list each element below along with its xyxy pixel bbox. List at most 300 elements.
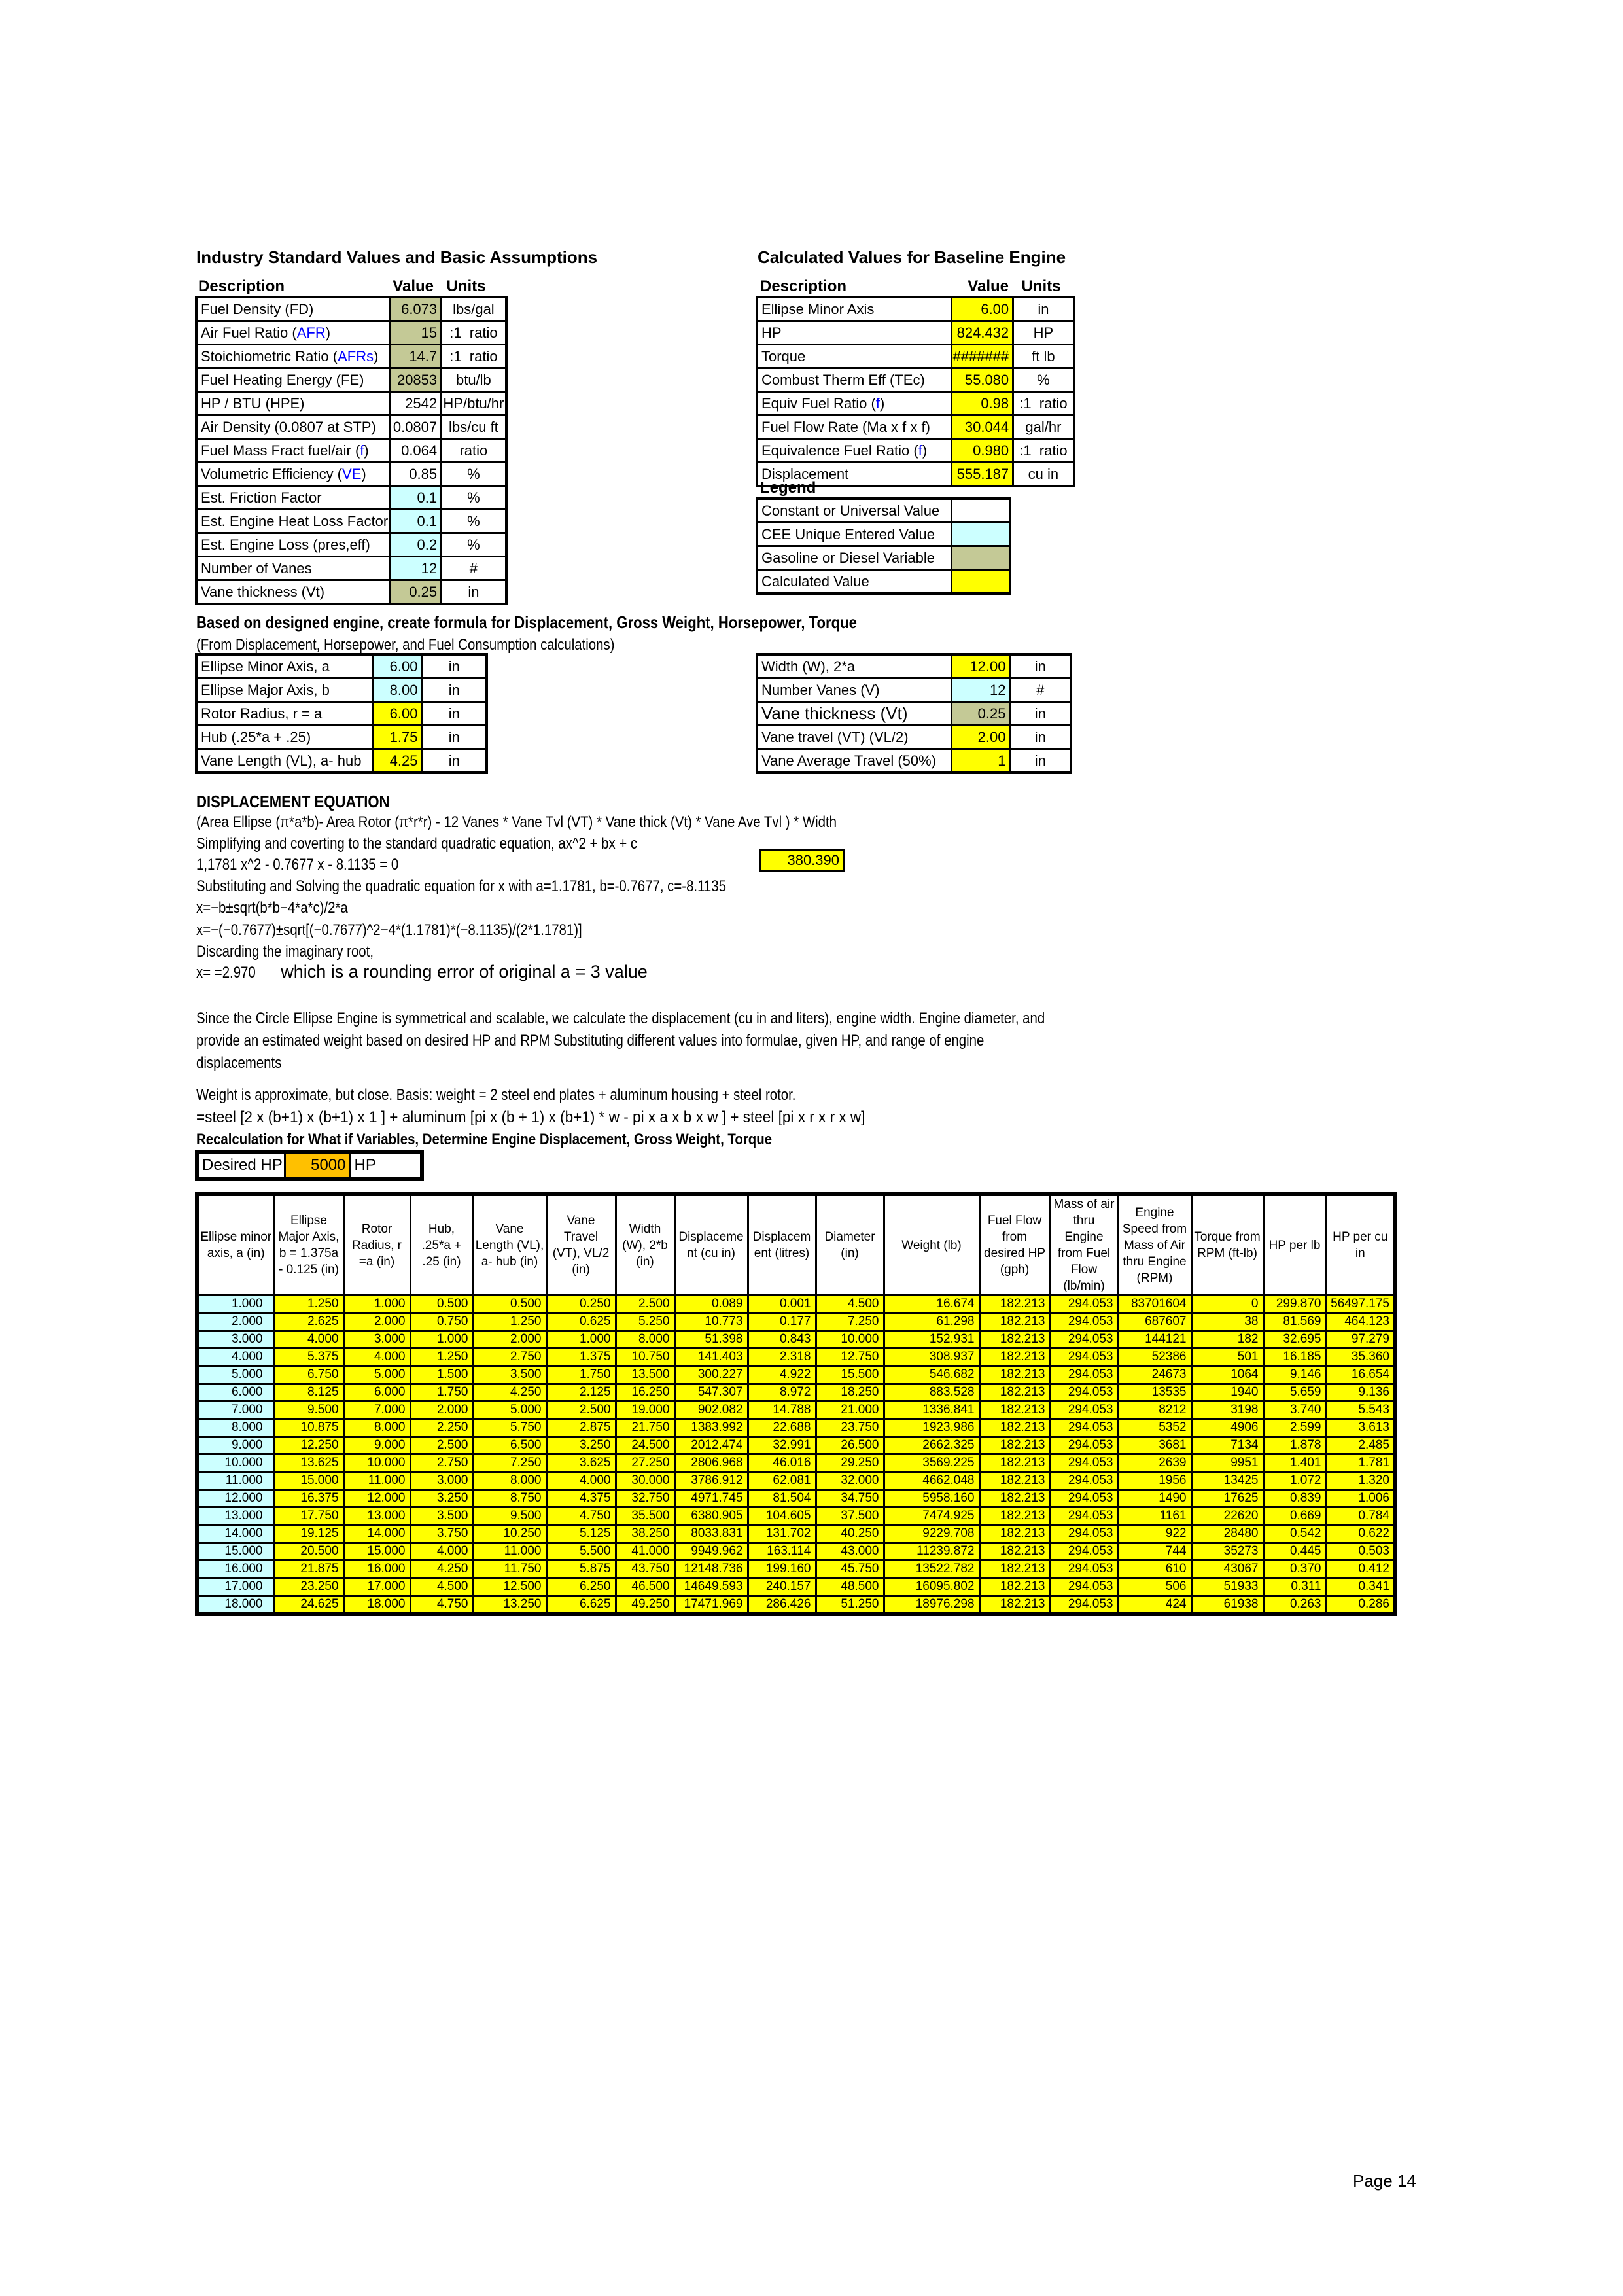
- result-cell: 17.000: [343, 1578, 410, 1596]
- row-value: #######: [951, 345, 1013, 368]
- result-cell: 182.213: [979, 1490, 1050, 1508]
- result-cell: 7.000: [343, 1402, 410, 1419]
- result-cell: 294.053: [1050, 1578, 1118, 1596]
- row-value: 30.044: [951, 415, 1013, 439]
- column-header: Fuel Flow from desired HP (gph): [979, 1194, 1050, 1296]
- result-cell: 32.695: [1263, 1331, 1326, 1349]
- result-cell: 83701604: [1118, 1296, 1191, 1313]
- row-label: [757, 392, 951, 415]
- result-cell: 0.784: [1326, 1508, 1395, 1525]
- equation-line: (Area Ellipse (π*a*b)- Area Rotor (π*r*r) - 12 Vanes * Vane Tvl (VT) * Vane thick (Vt) * Vane Ave Tvl ) * Width: [196, 813, 837, 831]
- result-cell: 294.053: [1050, 1366, 1118, 1384]
- table-row: [197, 1561, 1395, 1578]
- label-text: Displacement: [761, 465, 849, 482]
- result-cell: 0.286: [1326, 1596, 1395, 1615]
- result-cell: 5.000: [343, 1366, 410, 1384]
- results-header-row: [197, 1194, 1395, 1296]
- result-cell: 546.682: [884, 1366, 979, 1384]
- column-header: Displacement (cu in): [674, 1194, 748, 1296]
- label-text: Torque: [761, 347, 806, 364]
- result-cell: 300.227: [674, 1366, 748, 1384]
- row-label: [196, 654, 372, 679]
- result-cell: 12.000: [343, 1490, 410, 1508]
- design-right-table: [756, 653, 1072, 774]
- result-cell: 10.000: [816, 1331, 884, 1349]
- legend-title: Legend: [760, 479, 816, 497]
- result-cell: 2.500: [410, 1437, 473, 1455]
- result-cell: 7.000: [197, 1402, 274, 1419]
- row-value: 8.00: [372, 679, 422, 702]
- label-text: Est. Friction Factor: [201, 489, 322, 506]
- column-header: Displacement (litres): [748, 1194, 816, 1296]
- label-text: Equiv Fuel Ratio (: [761, 395, 876, 412]
- result-cell: 5.125: [546, 1525, 616, 1543]
- result-cell: 26.500: [816, 1437, 884, 1455]
- result-cell: 7.250: [473, 1455, 546, 1472]
- table-row: [196, 749, 487, 773]
- result-cell: 3.500: [410, 1508, 473, 1525]
- result-cell: 17625: [1191, 1490, 1263, 1508]
- label-text: Number of Vanes: [201, 559, 312, 576]
- result-cell: 17.750: [274, 1508, 343, 1525]
- result-cell: 1336.841: [884, 1402, 979, 1419]
- row-label: [196, 321, 390, 345]
- row-label: [757, 654, 951, 679]
- result-cell: 2.318: [748, 1349, 816, 1366]
- legend-swatch: [951, 523, 1010, 546]
- table-row: [197, 1596, 1395, 1615]
- label-text: Combust Therm Eff (TEc): [761, 371, 925, 388]
- label-text: Equivalence Fuel Ratio (: [761, 442, 918, 459]
- result-cell: 294.053: [1050, 1508, 1118, 1525]
- result-cell: 9.000: [343, 1437, 410, 1455]
- equation-heading: DISPLACEMENT EQUATION: [196, 792, 390, 811]
- result-cell: 0.001: [748, 1296, 816, 1313]
- result-cell: 16.000: [343, 1561, 410, 1578]
- result-cell: 1.878: [1263, 1437, 1326, 1455]
- result-cell: 2.875: [546, 1419, 616, 1437]
- result-cell: 883.528: [884, 1384, 979, 1402]
- result-cell: 97.279: [1326, 1331, 1395, 1349]
- row-label: [196, 726, 372, 749]
- result-cell: 81.569: [1263, 1313, 1326, 1331]
- table-row: [757, 654, 1071, 679]
- result-cell: 2.000: [343, 1313, 410, 1331]
- row-label: [757, 439, 951, 463]
- row-units: in: [422, 726, 487, 749]
- result-cell: 0.500: [473, 1296, 546, 1313]
- result-cell: 15.500: [816, 1366, 884, 1384]
- row-value: 0.98: [951, 392, 1013, 415]
- column-header: Diameter (in): [816, 1194, 884, 1296]
- result-cell: 144121: [1118, 1331, 1191, 1349]
- row-label: [196, 533, 390, 557]
- result-cell: 10.000: [343, 1455, 410, 1472]
- paragraph-line: displacements: [196, 1054, 282, 1072]
- column-header: Hub, .25*a + .25 (in): [410, 1194, 473, 1296]
- result-cell: 7474.925: [884, 1508, 979, 1525]
- result-cell: 0.311: [1263, 1578, 1326, 1596]
- result-cell: 3569.225: [884, 1455, 979, 1472]
- result-cell: 29.250: [816, 1455, 884, 1472]
- result-cell: 6380.905: [674, 1508, 748, 1525]
- result-cell: 182.213: [979, 1596, 1050, 1615]
- label-suffix: ): [879, 395, 885, 412]
- result-cell: 182.213: [979, 1296, 1050, 1313]
- table-row: [197, 1472, 1395, 1490]
- result-cell: 2.485: [1326, 1437, 1395, 1455]
- result-cell: 11.000: [343, 1472, 410, 1490]
- column-header: Rotor Radius, r =a (in): [343, 1194, 410, 1296]
- label-link: VE: [342, 465, 362, 482]
- label-text: HP / BTU (HPE): [201, 395, 305, 412]
- result-cell: 3198: [1191, 1402, 1263, 1419]
- result-cell: 40.250: [816, 1525, 884, 1543]
- label-suffix: ): [922, 442, 928, 459]
- result-cell: 0.500: [410, 1296, 473, 1313]
- result-cell: 0.089: [674, 1296, 748, 1313]
- result-cell: 24673: [1118, 1366, 1191, 1384]
- result-cell: 14.788: [748, 1402, 816, 1419]
- result-cell: 744: [1118, 1543, 1191, 1561]
- result-cell: 199.160: [748, 1561, 816, 1578]
- table-row: [197, 1437, 1395, 1455]
- row-label: [196, 297, 390, 321]
- result-cell: 0.177: [748, 1313, 816, 1331]
- table-row: [196, 486, 506, 510]
- result-cell: 182.213: [979, 1508, 1050, 1525]
- design-section-subheading: (From Displacement, Horsepower, and Fuel Consumption calculations): [196, 636, 615, 654]
- result-cell: 3.500: [473, 1366, 546, 1384]
- result-cell: 23.250: [274, 1578, 343, 1596]
- label-suffix: ): [364, 442, 369, 459]
- steel-formula: =steel [2 x (b+1) x (b+1) x 1 ] + aluminum [pi x (b + 1) x (b+1) * w - pi x a x b x w ] + steel [pi x r x r x w]: [196, 1108, 865, 1126]
- result-cell: 10.750: [616, 1349, 674, 1366]
- result-cell: 11.750: [473, 1561, 546, 1578]
- root-note: which is a rounding error of original a = 3 value: [281, 962, 648, 981]
- design-left-table: [195, 653, 488, 774]
- result-cell: 9.136: [1326, 1384, 1395, 1402]
- legend-swatch: [951, 499, 1010, 523]
- table-row: [197, 1366, 1395, 1384]
- result-cell: 152.931: [884, 1331, 979, 1349]
- row-value: 555.187: [951, 463, 1013, 487]
- label-text: Ellipse Major Axis, b: [201, 681, 330, 698]
- result-cell: 16.250: [616, 1384, 674, 1402]
- result-cell: 16.000: [197, 1561, 274, 1578]
- row-value: 2542: [390, 392, 442, 415]
- column-header: Width (W), 2*b (in): [616, 1194, 674, 1296]
- result-cell: 8.000: [197, 1419, 274, 1437]
- design-section-heading: Based on designed engine, create formula for Displacement, Gross Weight, Horsepower, Torque: [196, 612, 857, 632]
- result-cell: 424: [1118, 1596, 1191, 1615]
- row-units: #: [1010, 679, 1071, 702]
- table-row: [197, 1543, 1395, 1561]
- result-cell: 19.000: [616, 1402, 674, 1419]
- result-cell: 1.320: [1326, 1472, 1395, 1490]
- result-cell: 5.543: [1326, 1402, 1395, 1419]
- result-cell: 1.500: [410, 1366, 473, 1384]
- table-row: [197, 1508, 1395, 1525]
- result-cell: 2012.474: [674, 1437, 748, 1455]
- result-cell: 1940: [1191, 1384, 1263, 1402]
- result-cell: 32.000: [816, 1472, 884, 1490]
- result-cell: 4971.745: [674, 1490, 748, 1508]
- row-units: in: [1010, 749, 1071, 773]
- row-label: [757, 523, 951, 546]
- result-cell: 4.750: [546, 1508, 616, 1525]
- row-value: 14.7: [390, 345, 442, 368]
- result-cell: 5.750: [473, 1419, 546, 1437]
- industry-header-units: Units: [446, 277, 486, 295]
- result-cell: 3786.912: [674, 1472, 748, 1490]
- label-text: Air Density (0.0807 at STP): [201, 418, 376, 435]
- row-label: [757, 321, 951, 345]
- column-header: Engine Speed from Mass of Air thru Engine (RPM): [1118, 1194, 1191, 1296]
- row-label: [196, 368, 390, 392]
- result-cell: 12.250: [274, 1437, 343, 1455]
- baseline-values-table: [756, 296, 1075, 487]
- result-cell: 11239.872: [884, 1543, 979, 1561]
- row-units: in: [422, 702, 487, 726]
- result-cell: 5958.160: [884, 1490, 979, 1508]
- desired-hp-units: HP: [350, 1152, 422, 1179]
- label-text: Stoichiometric Ratio (: [201, 347, 338, 364]
- result-cell: 6.000: [343, 1384, 410, 1402]
- label-text: Gasoline or Diesel Variable: [761, 549, 935, 566]
- result-cell: 6.500: [473, 1437, 546, 1455]
- result-cell: 18.000: [343, 1596, 410, 1615]
- result-cell: 294.053: [1050, 1490, 1118, 1508]
- result-cell: 182.213: [979, 1578, 1050, 1596]
- table-row: [757, 297, 1074, 321]
- row-units: :1 ratio: [1013, 392, 1074, 415]
- result-cell: 2.000: [197, 1313, 274, 1331]
- result-cell: 294.053: [1050, 1561, 1118, 1578]
- paragraph-line: provide an estimated weight based on desired HP and RPM Substituting different values into formulae, given HP, and range of engine: [196, 1032, 985, 1050]
- result-cell: 4.000: [274, 1331, 343, 1349]
- result-cell: 1.401: [1263, 1455, 1326, 1472]
- result-cell: 294.053: [1050, 1313, 1118, 1331]
- result-cell: 15.000: [274, 1472, 343, 1490]
- table-row: [196, 654, 487, 679]
- result-cell: 294.053: [1050, 1455, 1118, 1472]
- quadratic-result-cell: 380.390: [759, 849, 845, 872]
- row-units: in: [1010, 654, 1071, 679]
- column-header: Weight (lb): [884, 1194, 979, 1296]
- row-label: [196, 510, 390, 533]
- result-cell: 286.426: [748, 1596, 816, 1615]
- row-units: lbs/gal: [442, 297, 506, 321]
- result-cell: 4.000: [343, 1349, 410, 1366]
- result-cell: 3681: [1118, 1437, 1191, 1455]
- result-cell: 8.125: [274, 1384, 343, 1402]
- result-cell: 2.500: [616, 1296, 674, 1313]
- page-number: Page 14: [1353, 2171, 1416, 2191]
- label-text: Fuel Density (FD): [201, 300, 314, 317]
- result-cell: 13.000: [197, 1508, 274, 1525]
- result-cell: 3.613: [1326, 1419, 1395, 1437]
- result-cell: 34.750: [816, 1490, 884, 1508]
- row-label: [196, 580, 390, 605]
- row-units: btu/lb: [442, 368, 506, 392]
- result-cell: 13425: [1191, 1472, 1263, 1490]
- result-cell: 182.213: [979, 1543, 1050, 1561]
- row-value: 0.980: [951, 439, 1013, 463]
- row-label: [196, 345, 390, 368]
- row-value: 6.00: [951, 297, 1013, 321]
- label-suffix: ): [374, 347, 379, 364]
- result-cell: 1.781: [1326, 1455, 1395, 1472]
- table-row: [196, 726, 487, 749]
- table-row: [757, 726, 1071, 749]
- row-label: [757, 702, 951, 726]
- result-cell: 8.000: [343, 1419, 410, 1437]
- column-header: Vane Length (VL), a- hub (in): [473, 1194, 546, 1296]
- equation-line: Substituting and Solving the quadratic equation for x with a=1.1781, b=-0.7677, c=-8.1135: [196, 877, 726, 895]
- table-row: [757, 749, 1071, 773]
- label-text: Calculated Value: [761, 573, 869, 590]
- row-units: in: [442, 580, 506, 605]
- result-cell: 2.500: [546, 1402, 616, 1419]
- result-cell: 0.843: [748, 1331, 816, 1349]
- result-cell: 16.674: [884, 1296, 979, 1313]
- result-cell: 0.250: [546, 1296, 616, 1313]
- row-label: [757, 345, 951, 368]
- result-cell: 1.750: [410, 1384, 473, 1402]
- result-cell: 43067: [1191, 1561, 1263, 1578]
- result-cell: 2.250: [410, 1419, 473, 1437]
- table-row: [757, 439, 1074, 463]
- result-cell: 1.250: [410, 1349, 473, 1366]
- paragraph-line: Since the Circle Ellipse Engine is symmetrical and scalable, we calculate the displacement (cu in and liters), engine width. Engine diameter, and: [196, 1010, 1045, 1027]
- row-value: 1: [951, 749, 1010, 773]
- result-cell: 5.000: [197, 1366, 274, 1384]
- result-cell: 4.250: [410, 1561, 473, 1578]
- row-label: [196, 439, 390, 463]
- row-value: 1.75: [372, 726, 422, 749]
- row-units: lbs/cu ft: [442, 415, 506, 439]
- row-label: [757, 679, 951, 702]
- result-cell: 22.688: [748, 1419, 816, 1437]
- table-row: [757, 523, 1010, 546]
- result-cell: 5.500: [546, 1543, 616, 1561]
- result-cell: 9229.708: [884, 1525, 979, 1543]
- row-units: in: [422, 654, 487, 679]
- result-cell: 294.053: [1050, 1596, 1118, 1615]
- result-cell: 0.503: [1326, 1543, 1395, 1561]
- result-cell: 294.053: [1050, 1402, 1118, 1419]
- row-label: [196, 463, 390, 486]
- result-cell: 49.250: [616, 1596, 674, 1615]
- result-cell: 8033.831: [674, 1525, 748, 1543]
- legend-swatch: [951, 546, 1010, 570]
- result-cell: 23.750: [816, 1419, 884, 1437]
- result-cell: 1923.986: [884, 1419, 979, 1437]
- result-cell: 182.213: [979, 1402, 1050, 1419]
- result-cell: 18.000: [197, 1596, 274, 1615]
- row-value: 12: [951, 679, 1010, 702]
- row-value: 0.25: [390, 580, 442, 605]
- table-row: [196, 368, 506, 392]
- row-units: :1 ratio: [442, 345, 506, 368]
- result-cell: 12.000: [197, 1490, 274, 1508]
- result-cell: 46.016: [748, 1455, 816, 1472]
- row-units: #: [442, 557, 506, 580]
- desired-hp-box: [195, 1150, 424, 1181]
- row-units: in: [1010, 702, 1071, 726]
- result-cell: 11.000: [473, 1543, 546, 1561]
- label-text: HP: [761, 324, 782, 341]
- label-text: Number Vanes (V): [761, 681, 880, 698]
- result-cell: 8.972: [748, 1384, 816, 1402]
- industry-values-table: [195, 296, 508, 605]
- result-cell: 43.750: [616, 1561, 674, 1578]
- row-units: in: [1010, 726, 1071, 749]
- row-value: 824.432: [951, 321, 1013, 345]
- result-cell: 1.000: [343, 1296, 410, 1313]
- result-cell: 14649.593: [674, 1578, 748, 1596]
- result-cell: 1383.992: [674, 1419, 748, 1437]
- table-row: [757, 546, 1010, 570]
- result-cell: 7134: [1191, 1437, 1263, 1455]
- result-cell: 2662.325: [884, 1437, 979, 1455]
- row-value: 6.00: [372, 702, 422, 726]
- result-cell: 294.053: [1050, 1296, 1118, 1313]
- table-row: [197, 1490, 1395, 1508]
- result-cell: 1.750: [546, 1366, 616, 1384]
- label-text: Ellipse Minor Axis, a: [201, 658, 330, 675]
- row-value: 0.25: [951, 702, 1010, 726]
- result-cell: 2.000: [410, 1402, 473, 1419]
- row-units: gal/hr: [1013, 415, 1074, 439]
- result-cell: 16.375: [274, 1490, 343, 1508]
- table-row: [196, 580, 506, 605]
- result-cell: 12148.736: [674, 1561, 748, 1578]
- result-cell: 38: [1191, 1313, 1263, 1331]
- desired-hp-value[interactable]: 5000: [285, 1152, 350, 1179]
- label-text: Est. Engine Heat Loss Factor: [201, 512, 389, 529]
- result-cell: 61938: [1191, 1596, 1263, 1615]
- row-label: [757, 297, 951, 321]
- result-cell: 294.053: [1050, 1437, 1118, 1455]
- table-row: [196, 679, 487, 702]
- result-cell: 294.053: [1050, 1349, 1118, 1366]
- result-cell: 9.000: [197, 1437, 274, 1455]
- result-cell: 48.500: [816, 1578, 884, 1596]
- label-text: CEE Unique Entered Value: [761, 525, 935, 542]
- result-cell: 4.250: [473, 1384, 546, 1402]
- result-cell: 0.669: [1263, 1508, 1326, 1525]
- result-cell: 8.000: [473, 1472, 546, 1490]
- result-cell: 9951: [1191, 1455, 1263, 1472]
- table-row: [757, 499, 1010, 523]
- result-cell: 182.213: [979, 1561, 1050, 1578]
- equation-line: 1,1781 x^2 - 0.7677 x - 8.1135 = 0: [196, 856, 399, 874]
- result-cell: 2.000: [473, 1331, 546, 1349]
- result-cell: 294.053: [1050, 1472, 1118, 1490]
- table-row: [757, 368, 1074, 392]
- table-row: [197, 1296, 1395, 1313]
- table-row: [197, 1313, 1395, 1331]
- label-text: Vane thickness (Vt): [761, 703, 908, 723]
- result-cell: 3.250: [546, 1437, 616, 1455]
- result-cell: 2639: [1118, 1455, 1191, 1472]
- desired-hp-label: Desired HP: [197, 1152, 285, 1179]
- result-cell: 24.625: [274, 1596, 343, 1615]
- row-label: [196, 486, 390, 510]
- result-cell: 4.000: [197, 1349, 274, 1366]
